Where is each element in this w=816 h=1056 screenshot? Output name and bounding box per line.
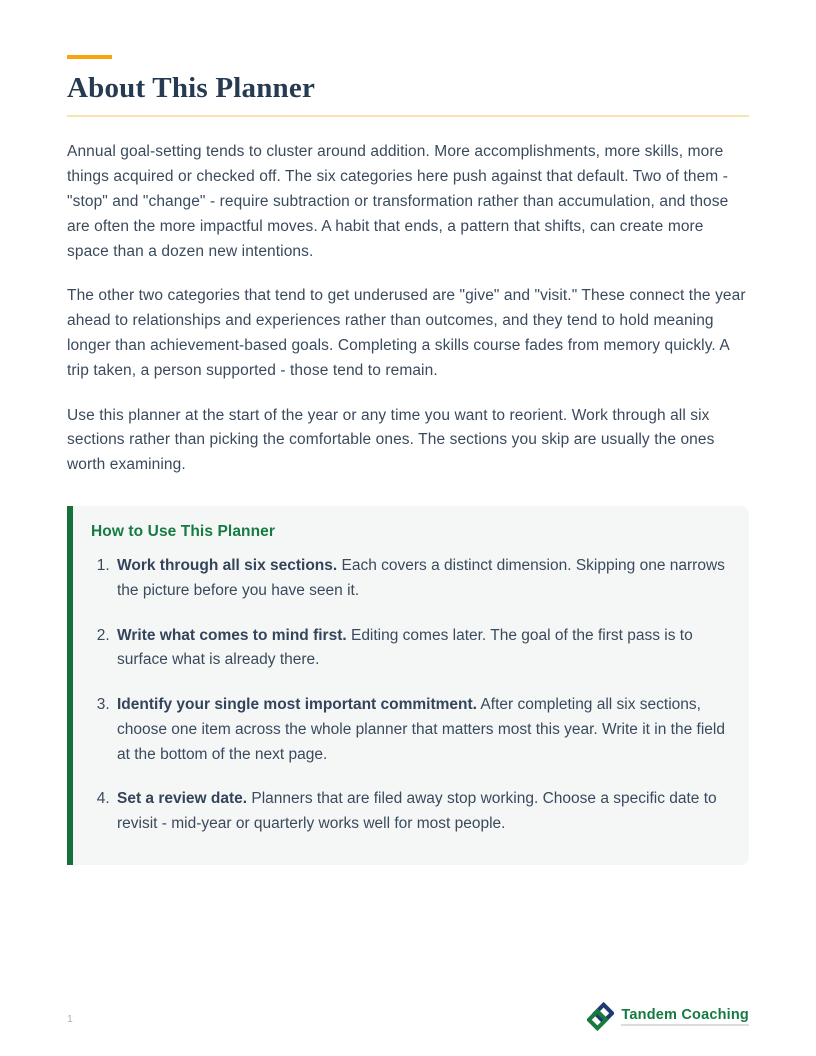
callout-list — [91, 554, 725, 837]
tandem-diamonds-icon — [587, 1002, 614, 1031]
page-title: About This Planner — [67, 72, 316, 104]
list-item-lead: Work through all six sections. — [117, 556, 338, 574]
list-item — [114, 554, 725, 604]
list-item-text: Each covers a distinct dimension. Skipping one narrows the picture before you have seen it. — [117, 556, 725, 599]
intro-paragraph-2: The other two categories that tend to get underused are "give" and "visit." These connect the year ahead to relationships and experiences rather than outcomes, and they tend to hold meaning longer than achievement-based goals. Completing a skills course fades from memory quickly. A trip taken, a person supported - those tend to remain. — [67, 287, 746, 379]
list-item — [114, 693, 725, 767]
brand-name: Tandem Coaching — [621, 1007, 749, 1026]
list-item-text: Planners that are filed away stop working. Choose a specific date to revisit - mid-year or quarterly works well for most people. — [117, 790, 717, 833]
list-item-text: After completing all six sections, choose one item across the whole planner that matters most this year. Write it in the field at the bottom of the next page. — [117, 696, 725, 763]
list-item-lead: Set a review date. — [117, 790, 248, 808]
page-footer — [67, 1001, 749, 1031]
title-underline — [67, 115, 749, 117]
list-item-lead: Write what comes to mind first. — [117, 626, 347, 644]
list-item — [114, 624, 725, 674]
intro-paragraph-3: Use this planner at the start of the year or any time you want to reorient. Work through all six sections rather than picking the comfortable ones. The sections you skip are usually the ones worth examining. — [67, 406, 715, 474]
callout-heading: How to Use This Planner — [91, 522, 276, 540]
list-item-lead: Identify your single most important commitment. — [117, 696, 477, 714]
page-number: 1 — [67, 1013, 73, 1025]
accent-bar — [67, 55, 112, 59]
list-item-text: Editing comes later. The goal of the first pass is to surface what is already there. — [117, 626, 693, 669]
page-content — [67, 55, 749, 865]
brand-logo — [587, 1002, 749, 1031]
intro-paragraph-1: Annual goal-setting tends to cluster around addition. More accomplishments, more skills, more things acquired or checked off. The six categories here push against that default. Two of them - "stop" and "change" - require subtraction or transformation rather than accumulation, and those are often the more impactful moves. A habit that ends, a pattern that shifts, can create more space than a dozen new intentions. — [67, 143, 729, 260]
how-to-use-callout — [67, 506, 749, 865]
list-item — [114, 787, 725, 837]
